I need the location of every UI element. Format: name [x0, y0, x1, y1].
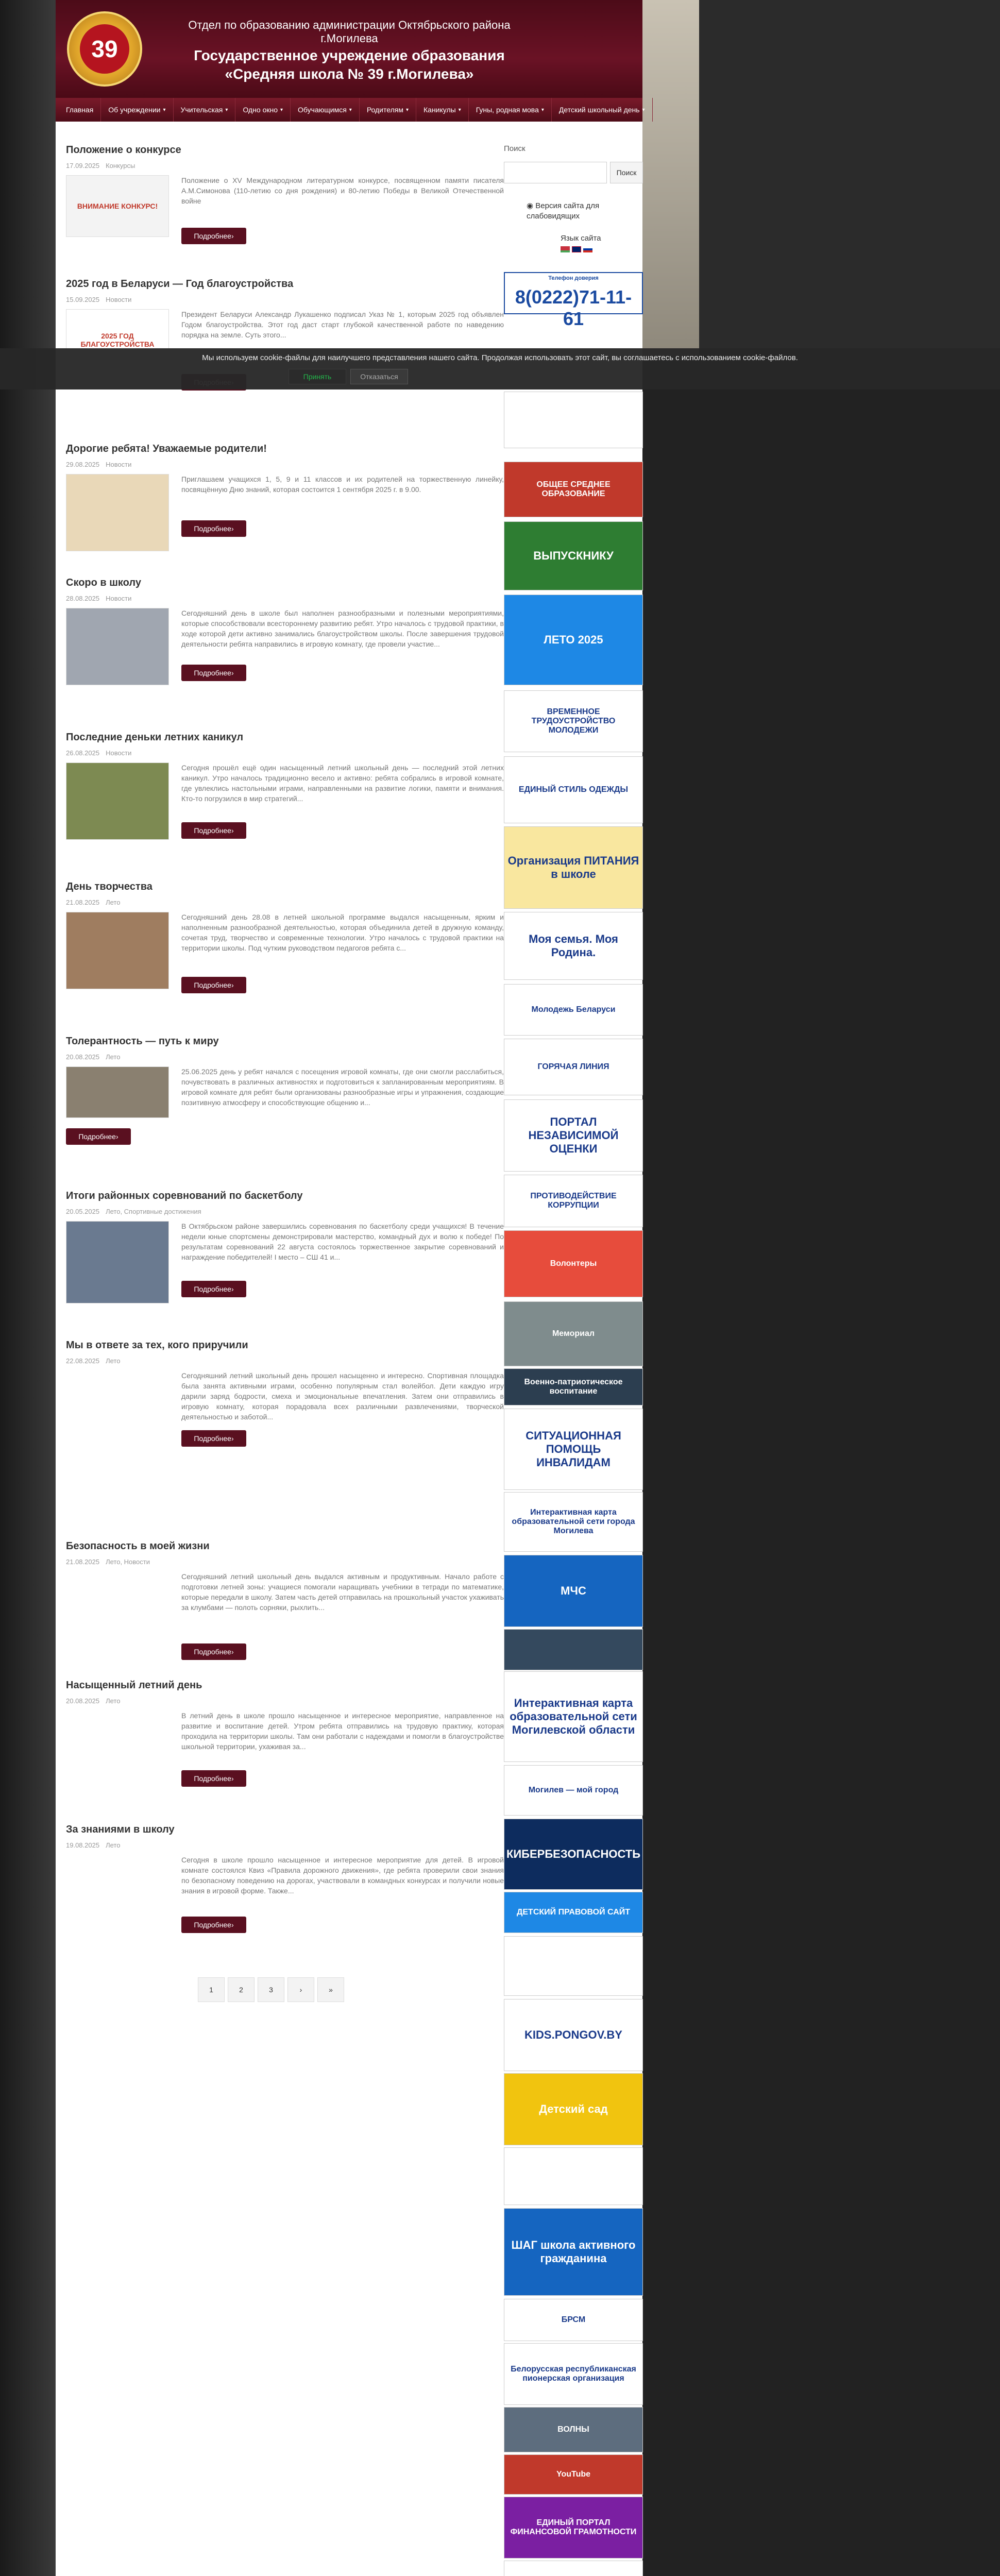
sidebar-banner[interactable] [504, 1409, 643, 1490]
main-nav [56, 98, 645, 122]
banner-label: ЕДИНЫЙ СТИЛЬ ОДЕЖДЫ [518, 785, 629, 794]
article-meta [66, 296, 138, 303]
read-more-label: Подробнее [194, 826, 231, 835]
page-link[interactable]: 2 [228, 1977, 255, 2002]
banner-label: ВРЕМЕННОЕ ТРУДОУСТРОЙСТВО МОЛОДЕЖИ [531, 707, 616, 735]
building-photo [642, 0, 699, 361]
article-date: 20.08.2025 [66, 1053, 100, 1061]
site-header [56, 0, 642, 98]
banner-label: Военно-патриотическое воспитание [524, 1378, 623, 1396]
sidebar-banner[interactable] [504, 2497, 643, 2558]
article-excerpt: Президент Беларуси Александр Лукашенко подписал Указ № 1, которым 2025 год объявлен Годом благоустройства. Этот год даст старт глубокой качественной работе по наведению порядка на земле. Суть этого... [181, 310, 504, 339]
read-more-label: Подробнее [194, 1434, 231, 1443]
sidebar-banner[interactable] [504, 521, 643, 590]
read-more-label: Подробнее [194, 669, 231, 677]
nav-item-label: Детский школьный день [558, 106, 640, 114]
article-title[interactable]: Толерантность — путь к миру [66, 1036, 219, 1047]
nav-item-label: Обучающимся [298, 106, 347, 114]
article-meta [66, 1697, 126, 1705]
read-more-label: Подробнее [194, 524, 231, 533]
department-name: Отдел по образованию администрации Октябрьского района г.Могилева [188, 19, 511, 45]
banner-label: ШАГ школа активного гражданина [511, 2239, 636, 2265]
flag-en-icon[interactable] [572, 246, 581, 252]
sidebar-banner[interactable] [504, 2407, 643, 2452]
read-more-button[interactable] [181, 1770, 246, 1787]
banner-label: ВОЛНЫ [557, 2425, 589, 2434]
nav-item-label: Гуны, родная мова [476, 106, 539, 114]
article-excerpt: В летний день в школе прошло насыщенное и интересное мероприятие, направленное на развитие и воспитание детей. Утром ребята отправились на трудовую практику, которая проходила на территории школы. Там они работали с надеждами и помогли в благоустройстве школьной территории, ухаживая за... [181, 1711, 504, 1751]
nav-item[interactable] [416, 98, 469, 122]
hotline-caption: Телефон доверия [548, 275, 599, 281]
sidebar-banner[interactable] [504, 1936, 643, 1996]
chevron-right-icon: › [231, 524, 234, 533]
article-meta [66, 1841, 126, 1849]
article-image[interactable] [66, 1066, 169, 1118]
sidebar-banner[interactable] [504, 826, 643, 909]
article-category[interactable]: Новости [106, 296, 132, 303]
page-link[interactable]: › [287, 1977, 314, 2002]
news-article [66, 732, 504, 855]
search-input[interactable] [504, 162, 607, 183]
sidebar-banner[interactable] [504, 1368, 643, 1405]
chevron-down-icon: ▾ [405, 107, 409, 113]
article-meta [66, 461, 138, 468]
flag-by-icon[interactable] [561, 246, 570, 252]
chevron-right-icon: › [231, 981, 234, 989]
chevron-right-icon: › [231, 669, 234, 677]
banner-label: Интерактивная карта образовательной сети города Могилева [512, 1508, 635, 1535]
banner-label: КИБЕРБЕЗОПАСНОСТЬ [506, 1848, 641, 1860]
nav-item-label: Каникулы [423, 106, 456, 114]
read-more-label: Подробнее [194, 1648, 231, 1656]
article-date: 20.05.2025 [66, 1208, 100, 1215]
nav-item-label: Родителям [366, 106, 403, 114]
banner-label: KIDS.PONGOV.BY [524, 2028, 622, 2041]
read-more-label: Подробнее [194, 1774, 231, 1783]
read-more-button[interactable] [181, 665, 246, 681]
sidebar-banner[interactable] [504, 1671, 643, 1762]
sidebar-banner[interactable] [504, 1999, 643, 2071]
page-link[interactable]: 3 [258, 1977, 284, 2002]
article-title[interactable]: Положение о конкурсе [66, 144, 181, 156]
sidebar-banner[interactable] [504, 2208, 643, 2296]
sidebar-banner[interactable] [504, 1892, 643, 1933]
article-meta [66, 595, 138, 602]
read-more-button[interactable] [181, 1430, 246, 1447]
article-category[interactable]: Лето [106, 899, 121, 906]
sidebar-banner[interactable] [504, 1765, 643, 1816]
news-article [66, 1340, 504, 1463]
article-excerpt: Сегодня в школе прошло насыщенное и интересное мероприятие для детей. В игровой комнате состоялся Квиз «Правила дорожного движения», где ребята проверили свои знания по безопасному поведению на дорогах, участвовали в командных конкурсах и получили новые знания в игровой форме. Также... [181, 1856, 504, 1895]
banner-label: Моя семья. Моя Родина. [529, 933, 618, 959]
cookie-decline-button[interactable]: Отказаться [350, 369, 408, 384]
chevron-right-icon: › [231, 1285, 234, 1293]
article-meta [66, 1558, 156, 1566]
read-more-button[interactable] [181, 1643, 246, 1660]
site-title-line2: «Средняя школа № 39 г.Могилева» [225, 66, 474, 82]
chevron-right-icon: › [231, 1774, 234, 1783]
banner-label: ВЫПУСКНИКУ [533, 549, 614, 562]
logo-number: 39 [80, 24, 129, 74]
article-meta [66, 749, 138, 757]
banner-label: Мемориал [552, 1329, 595, 1338]
banner-label: Волонтеры [550, 1259, 597, 1268]
sidebar-banner[interactable] [504, 690, 643, 752]
article-image[interactable] [66, 762, 169, 840]
read-more-label: Подробнее [194, 1285, 231, 1293]
article-category[interactable]: Лето [106, 1697, 121, 1705]
article-title[interactable]: Безопасность в моей жизни [66, 1540, 210, 1552]
article-excerpt: В Октябрьском районе завершились соревнования по баскетболу среди учащихся! В течение недели юные спортсмены демонстрировали мастерство, командный дух и волю к победе! По результатам соревнований 22 августа состоялось торжественное закрытие соревнований и награждение победителей! I место – СШ 41 и... [181, 1222, 504, 1261]
chevron-right-icon: › [115, 1132, 118, 1141]
page-link[interactable]: » [317, 1977, 344, 2002]
chevron-right-icon: › [231, 1434, 234, 1443]
article-category[interactable]: Лето [106, 1841, 121, 1849]
eye-icon: ◉ [527, 201, 534, 210]
article-title[interactable]: Итоги районных соревнований по баскетболу [66, 1190, 303, 1201]
sidebar-banner[interactable] [504, 912, 643, 980]
article-excerpt: Сегодня прошёл ещё один насыщенный летний школьный день — последний этой летних каникул. Утро началось традиционно весело и активно: ребята собрались в игровой комнате, где увлеклись настольными играми, направленными на развитие логики, памяти и внимания. Кто-то погрузился в мир стратегий... [181, 764, 504, 803]
nav-item[interactable] [59, 98, 101, 122]
sidebar-banner[interactable] [504, 595, 643, 685]
banner-label: Могилев — мой город [528, 1786, 619, 1794]
chevron-down-icon: ▾ [642, 107, 645, 113]
read-more-label: Подробнее [194, 1921, 231, 1929]
sidebar-banner[interactable] [504, 2147, 643, 2205]
nav-item-label: Одно окно [243, 106, 278, 114]
flag-ru-icon[interactable] [583, 246, 592, 252]
banner-label: БРСМ [561, 2315, 586, 2324]
sidebar-banner[interactable] [504, 756, 643, 823]
nav-item-label: Об учреждении [108, 106, 161, 114]
article-date: 28.08.2025 [66, 595, 100, 602]
article-meta [66, 899, 126, 906]
sidebar-banner[interactable] [504, 1230, 643, 1297]
read-more-label: Подробнее [194, 981, 231, 989]
sidebar-banner[interactable] [504, 1555, 643, 1627]
banner-label: ГОРЯЧАЯ ЛИНИЯ [537, 1062, 609, 1071]
read-more-button[interactable] [181, 1281, 246, 1297]
sidebar-banner[interactable] [504, 984, 643, 1036]
article-meta [66, 1053, 126, 1061]
cookie-message: Мы используем cookie-файлы для наилучшего представления нашего сайта. Продолжая использовать этот сайт, вы соглашаетесь с использованием cookie-файлов. [202, 353, 798, 362]
nav-item[interactable] [235, 98, 291, 122]
article-excerpt: Положение о XV Международном литературном конкурсе, посвященном памяти писателя А.М.Симонова (110-летию со дня рождения) и 80-летию Победы в Великой Отечественной войне [181, 176, 504, 205]
article-category[interactable]: Лето, Спортивные достижения [106, 1208, 201, 1215]
article-date: 21.08.2025 [66, 1558, 100, 1566]
sidebar-banner[interactable] [504, 392, 643, 448]
banner-label: ЛЕТО 2025 [544, 633, 603, 646]
article-title[interactable]: Мы в ответе за тех, кого приручили [66, 1340, 248, 1351]
article-excerpt: Сегодняшний летний школьный день выдался активным и продуктивным. Начало работе с подготовки летней зоны: учащиеся помогали наращивать учебники в тетради по математике, которые передали в школу. Затем часть детей отправилась на прошкольный участок ухаживать за клумбами — полоть сорняки, рыхлить... [181, 1572, 504, 1612]
sidebar-banner[interactable] [504, 462, 643, 517]
article-image[interactable] [66, 474, 169, 551]
read-more-label: Подробнее [78, 1132, 116, 1141]
article-date: 19.08.2025 [66, 1841, 100, 1849]
article-category[interactable]: Лето [106, 1053, 121, 1061]
article-title[interactable]: День творчества [66, 881, 152, 892]
article-meta [66, 1357, 126, 1365]
read-more-button[interactable] [181, 822, 246, 839]
nav-item[interactable] [174, 98, 236, 122]
hotline-number: 8(0222)71-11-61 [515, 286, 632, 329]
article-image-caption: 2025 ГОД БЛАГОУСТРОЙСТВА [80, 332, 155, 348]
chevron-right-icon: › [231, 232, 234, 240]
banner-label: ЕДИНЫЙ ПОРТАЛ ФИНАНСОВОЙ ГРАМОТНОСТИ [510, 2518, 637, 2536]
cookie-accept-button[interactable]: Принять [289, 369, 346, 384]
chevron-right-icon: › [231, 826, 234, 835]
page-link[interactable]: 1 [198, 1977, 225, 2002]
article-category[interactable]: Новости [106, 749, 132, 757]
language-flags [561, 246, 592, 252]
banner-label: Интерактивная карта образовательной сети Могилевской области [510, 1697, 637, 1736]
sidebar-banner[interactable] [504, 1629, 643, 1670]
article-category[interactable]: Конкурсы [106, 162, 135, 170]
sidebar-banner[interactable] [504, 1039, 643, 1095]
read-more-button[interactable] [181, 977, 246, 993]
search-label: Поиск [504, 144, 526, 153]
language-label: Язык сайта [561, 234, 601, 243]
sidebar-banner[interactable] [504, 2454, 643, 2495]
banner-label: ПОРТАЛ НЕЗАВИСИМОЙ ОЦЕНКИ [528, 1115, 619, 1155]
read-more-button[interactable] [66, 1128, 131, 1145]
cookie-bar [0, 348, 1000, 389]
banner-label: ОБЩЕЕ СРЕДНЕЕ ОБРАЗОВАНИЕ [536, 480, 611, 498]
banner-label: Детский сад [539, 2103, 608, 2115]
article-date: 22.08.2025 [66, 1357, 100, 1365]
article-excerpt: Сегодняшний день в школе был наполнен разнообразными и полезными мероприятиями, которые способствовали всестороннему развитию ребят. Утро началось с трудовой практики, в ходе которой дети активно занимались благоустройством школы. После завершения трудовой деятельности ребята направились в игровую комнату, где провели участие... [181, 609, 504, 648]
sidebar-banner[interactable] [504, 1175, 643, 1227]
chevron-down-icon: ▾ [349, 107, 352, 113]
article-category[interactable]: Новости [106, 595, 132, 602]
article-title[interactable]: Дорогие ребята! Уважаемые родители! [66, 443, 267, 454]
article-category[interactable]: Новости [106, 461, 132, 468]
news-article [66, 1036, 504, 1159]
sidebar-banner[interactable] [504, 1099, 643, 1172]
nav-item[interactable] [101, 98, 173, 122]
article-title[interactable]: За знаниями в школу [66, 1824, 175, 1835]
article-image[interactable] [66, 608, 169, 685]
nav-item-label: Главная [66, 106, 94, 114]
article-category[interactable]: Лето [106, 1357, 121, 1365]
sidebar-banner[interactable] [504, 1301, 643, 1366]
visually-impaired-link[interactable] [527, 201, 640, 222]
news-article [66, 144, 504, 268]
article-image-caption: ВНИМАНИЕ КОНКУРС! [77, 202, 158, 210]
read-more-button[interactable] [181, 1917, 246, 1933]
article-image[interactable] [66, 912, 169, 989]
news-article [66, 1680, 504, 1803]
chevron-right-icon: › [231, 1921, 234, 1929]
article-date: 21.08.2025 [66, 899, 100, 906]
hotline-banner[interactable] [504, 272, 643, 329]
article-title[interactable]: Последние деньки летних каникул [66, 732, 244, 743]
article-date: 29.08.2025 [66, 461, 100, 468]
nav-item[interactable] [360, 98, 416, 122]
banner-label: Молодежь Беларуси [531, 1005, 616, 1014]
article-date: 17.09.2025 [66, 162, 100, 170]
banner-label: ПРОТИВОДЕЙСТВИЕ КОРРУПЦИИ [530, 1192, 617, 1210]
news-article [66, 881, 504, 1005]
article-excerpt: Сегодняшний день 28.08 в летней школьной программе выдался насыщенным, ярким и наполненным разнообразной деятельностью, которая объединила детей в дружную команду, сочетая труд, творчество и современные технологии. Утро началось с трудовой практики на территории школы. Под чутким руководством педагогов ребята с... [181, 913, 504, 952]
article-date: 15.09.2025 [66, 296, 100, 303]
chevron-down-icon: ▾ [225, 107, 228, 113]
article-category[interactable]: Лето, Новости [106, 1558, 150, 1566]
news-article [66, 443, 504, 567]
article-title[interactable]: Скоро в школу [66, 577, 141, 588]
article-image[interactable] [66, 1221, 169, 1303]
article-date: 26.08.2025 [66, 749, 100, 757]
article-excerpt: 25.06.2025 день у ребят начался с посещения игровой комнаты, где они смогли расслабиться, почувствовать в различных активностях и подготовиться к запланированным мероприятиям. В игровой комнате для ребят были организованы разнообразные игры и упражнения, создающие позитивную атмосферу и способствующие общению и... [181, 1067, 504, 1107]
dark-background [642, 361, 1000, 2576]
chevron-right-icon: › [231, 1648, 234, 1656]
pagination [198, 1977, 344, 2002]
banner-label: ДЕТСКИЙ ПРАВОВОЙ САЙТ [516, 1908, 631, 1917]
sidebar-banner[interactable] [504, 2299, 643, 2341]
article-title[interactable]: Насыщенный летний день [66, 1680, 202, 1691]
article-meta [66, 1208, 208, 1215]
banner-label: Белорусская республиканская пионерская организация [511, 2365, 636, 2383]
school-logo[interactable] [67, 11, 142, 87]
chevron-down-icon: ▾ [458, 107, 461, 113]
sidebar-banner[interactable] [504, 1819, 643, 1890]
site-title-line1: Государственное учреждение образования [194, 47, 505, 63]
nav-item[interactable] [552, 98, 653, 122]
banner-label: СИТУАЦИОННАЯ ПОМОЩЬ ИНВАЛИДАМ [526, 1429, 621, 1469]
chevron-down-icon: ▾ [541, 107, 544, 113]
nav-item[interactable] [291, 98, 360, 122]
read-more-label: Подробнее [194, 232, 231, 240]
article-excerpt: Приглашаем учащихся 1, 5, 9 и 11 классов и их родителей на торжественную линейку, посвящённую Дню знаний, которая состоится 1 сентября 2025 г. в 9.00. [181, 475, 504, 494]
search-button[interactable]: Поиск [610, 162, 643, 183]
news-article [66, 577, 504, 701]
article-title[interactable]: 2025 год в Беларуси — Год благоустройства [66, 278, 294, 290]
chevron-down-icon: ▾ [163, 107, 166, 113]
nav-item[interactable] [469, 98, 552, 122]
banner-label: Организация ПИТАНИЯ в школе [507, 854, 639, 880]
read-more-button[interactable] [181, 520, 246, 537]
sidebar-banner[interactable] [504, 2561, 643, 2576]
news-article [66, 1824, 504, 1947]
news-article [66, 1190, 504, 1314]
sidebar [504, 144, 643, 329]
article-image[interactable] [66, 175, 169, 237]
article-excerpt: Сегодняшний летний школьный день прошел насыщенно и интересно. Спортивная площадка была занята активными играми, особенно популярным стал волейбол. Дети каждую игру дарили заряд бодрости, смеха и эмоциональные впечатления. Затем они отправились в игровую комнату, которая порадовала всех различными развлечениями, творческой деятельностью и заботой... [181, 1371, 504, 1421]
article-date: 20.08.2025 [66, 1697, 100, 1705]
chevron-down-icon: ▾ [280, 107, 283, 113]
banner-label: МЧС [561, 1584, 586, 1597]
banner-label: YouTube [556, 2470, 591, 2479]
sidebar-banner[interactable] [504, 1492, 643, 1552]
visually-impaired-label: Версия сайта для слабовидящих [527, 201, 600, 221]
article-meta [66, 162, 141, 170]
sidebar-banner[interactable] [504, 2073, 643, 2145]
read-more-button[interactable] [181, 228, 246, 244]
sidebar-banner[interactable] [504, 2343, 643, 2405]
nav-item-label: Учительская [180, 106, 223, 114]
news-article [66, 1540, 504, 1664]
